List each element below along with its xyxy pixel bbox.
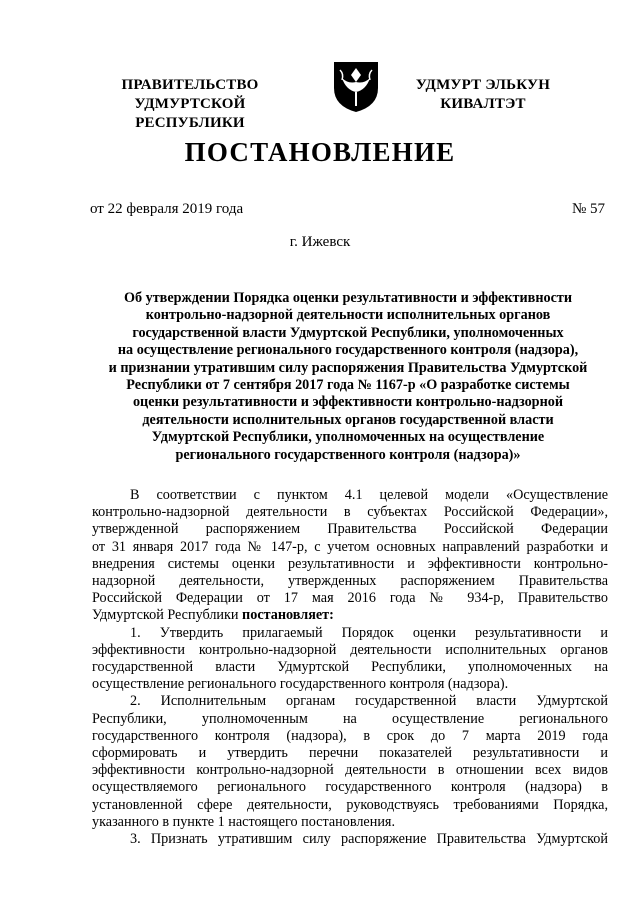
body-line: надзорной деятельности, утвержденных распоряжением Правительства <box>92 573 608 590</box>
preamble-paragraph <box>92 487 608 625</box>
government-name-udmurt-line1: УДМУРТ ЭЛЬКУН <box>415 77 551 93</box>
preamble-last-text: Удмуртской Республики <box>92 607 239 624</box>
item-3-paragraph <box>92 831 608 848</box>
body-line: от 31 января 2017 года № 147-р, с учетом основных направлений разработки и <box>92 538 608 555</box>
subject-line: Удмуртской Республики, уполномоченных на осуществление <box>151 429 545 446</box>
body-line: сформировать и утвердить перечни показателей результативности и <box>92 745 608 762</box>
government-name-line2: УДМУРТСКОЙ РЕСПУБЛИКИ <box>134 96 246 131</box>
document-subject <box>92 290 604 464</box>
body-line: осуществление регионального государственного контроля (надзора). <box>92 676 509 693</box>
subject-line: деятельности исполнительных органов государственной власти <box>142 411 554 428</box>
body-line: В соответствии с пунктом 4.1 целевой модели «Осуществление <box>130 487 608 503</box>
government-name-russian <box>80 76 300 133</box>
body-line: эффективности контрольно-надзорной деятельности в отношении всех видов <box>92 762 608 779</box>
subject-line: на осуществление регионального государственного контроля (надзора), <box>117 342 579 359</box>
decree-colon: : <box>329 607 334 624</box>
government-name-udmurt <box>398 76 568 114</box>
body-line: установленной сфере деятельности, руководствуясь требованиями Порядка, <box>92 796 608 813</box>
body-line: 3. Признать утратившим силу распоряжение Правительства Удмуртской <box>130 831 608 848</box>
item-1-paragraph <box>92 625 608 694</box>
body-line-last <box>92 607 608 624</box>
body-line: осуществляемого регионального государственного контроля (надзора) в <box>92 779 608 796</box>
document-date: от 22 февраля 2019 года <box>90 201 244 217</box>
body-line: контрольно-надзорной деятельности в субъектах Российской Федерации», <box>92 504 608 521</box>
body-line: эффективности контрольно-надзорной деятельности исполнительных органов <box>92 641 608 658</box>
document-city: г. Ижевск <box>289 234 351 250</box>
document-number: № 57 <box>572 201 606 217</box>
body-line: государственного контроля (надзора), в срок до 7 марта 2019 года <box>92 727 608 744</box>
body-line: Российской Федерации от 17 мая 2016 года № 934-р, Правительство <box>92 590 608 607</box>
body-line: внедрения системы оценки результативности и эффективности контрольно- <box>92 555 608 572</box>
subject-line: Республики от 7 сентября 2017 года № 1167-р «О разработке системы <box>126 377 570 394</box>
udmurt-coat-of-arms-icon <box>330 58 382 114</box>
government-name-udmurt-line2: КИВАЛТЭТ <box>440 96 526 112</box>
subject-line: регионального государственного контроля (надзора)» <box>175 446 521 463</box>
subject-line: и признании утратившим силу распоряжения Правительства Удмуртской <box>108 359 588 376</box>
government-name-line1: ПРАВИТЕЛЬСТВО <box>121 77 259 93</box>
body-line: 2. Исполнительным органам государственной власти Удмуртской <box>130 693 608 710</box>
subject-line: Об утверждении Порядка оценки результативности и эффективности <box>123 290 573 306</box>
subject-line: оценки результативности и эффективности контрольно-надзорной <box>132 394 564 411</box>
document-title: ПОСТАНОВЛЕНИЕ <box>184 137 456 167</box>
subject-line: контрольно-надзорной деятельности исполнительных органов <box>145 307 551 324</box>
decree-word: постановляет <box>242 607 330 624</box>
body-line: утвержденной распоряжением Правительства Российской Федерации <box>92 521 608 538</box>
document-body <box>92 487 608 848</box>
body-line: 1. Утвердить прилагаемый Порядок оценки результативности и <box>130 624 608 641</box>
subject-line: государственной власти Удмуртской Республики, уполномоченных <box>132 324 564 341</box>
body-line: государственной власти Удмуртской Республики, уполномоченных на <box>92 659 608 676</box>
body-line: Республики, уполномоченным на осуществление регионального <box>92 710 608 727</box>
item-2-paragraph <box>92 693 608 831</box>
body-line: указанного в пункте 1 настоящего постановления. <box>92 813 395 830</box>
